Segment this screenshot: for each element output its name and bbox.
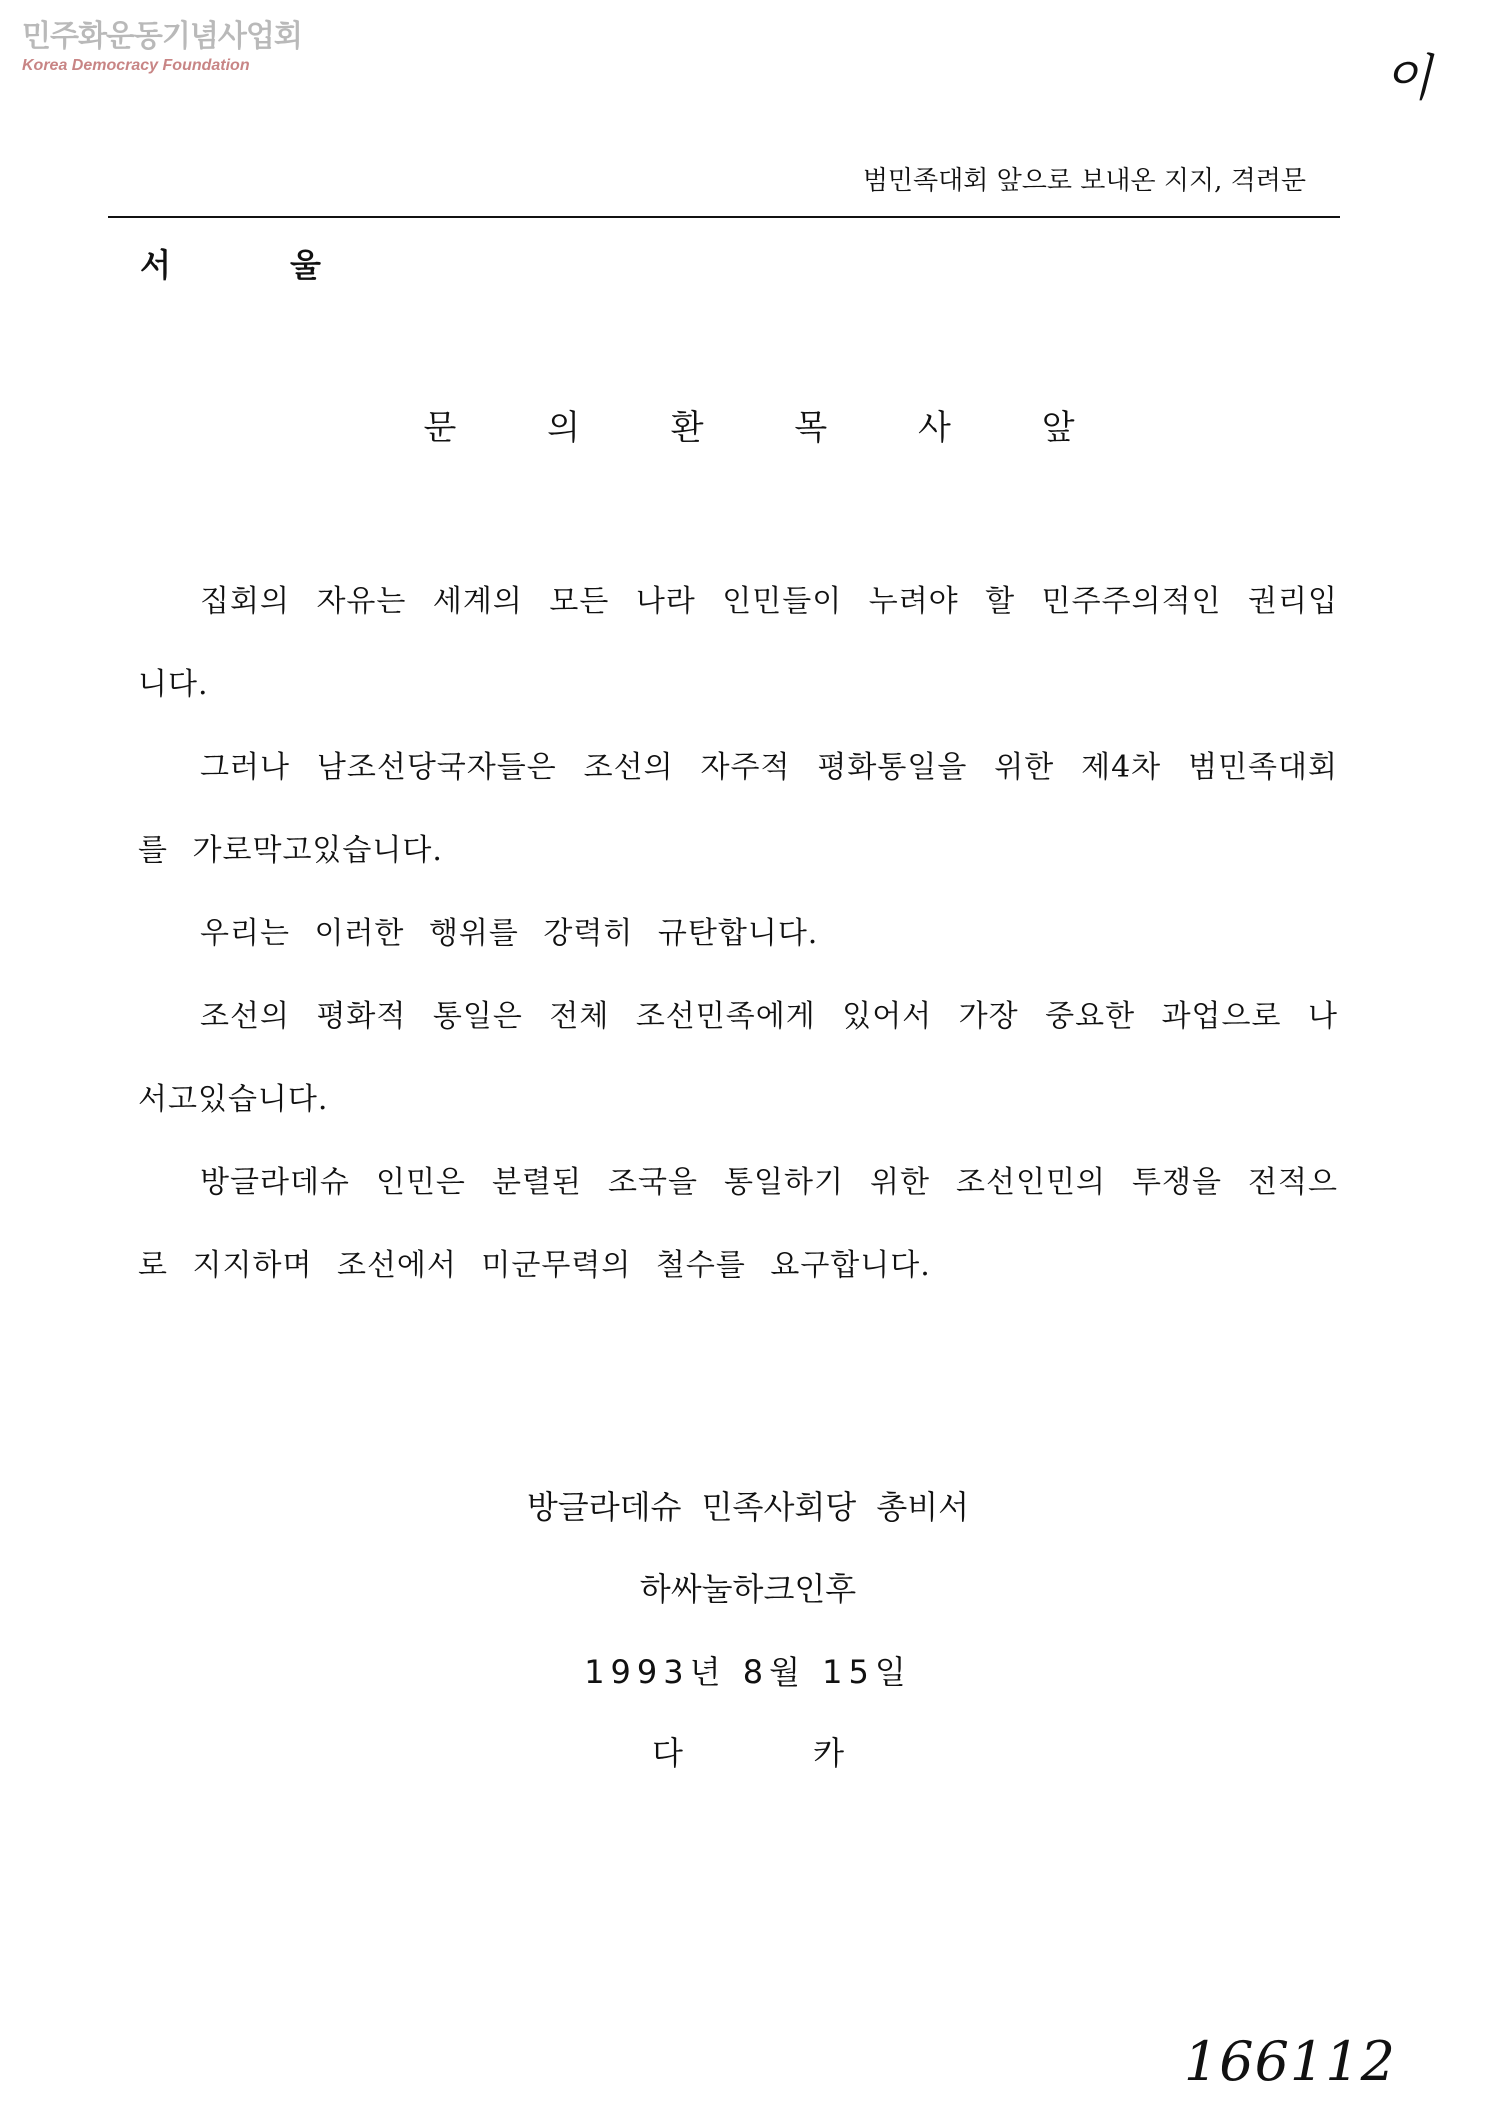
paragraph: 집회의 자유는 세계의 모든 나라 인민들이 누려야 할 민주주의적인 권리입니다. — [138, 584, 1338, 702]
watermark-english: Korea Democracy Foundation — [22, 57, 250, 74]
document-header: 범민족대회 앞으로 보내온 지지, 격려문 — [862, 166, 1306, 196]
watermark-logo — [22, 20, 302, 76]
letter-body — [138, 560, 1338, 1307]
paragraph: 우리는 이러한 행위를 강력히 규탄합니다. — [200, 916, 819, 951]
signature-name: 하싸눌하크인후 — [639, 1570, 857, 1608]
paragraph: 조선의 평화적 통일은 전체 조선민족에게 있어서 가장 중요한 과업으로 나서고있습니다. — [138, 999, 1338, 1117]
handwritten-corner-mark: 이 — [1383, 49, 1434, 107]
signature-city: 다 카 — [652, 1734, 844, 1772]
signature-organization: 방글라데슈 민족사회당 총비서 — [526, 1488, 970, 1526]
watermark-korean: 민주화운동기념사업회 — [22, 19, 302, 54]
location-label: 서 울 — [140, 246, 375, 284]
handwritten-document-number: 166112 — [1183, 2030, 1396, 2093]
paragraph: 그러나 남조선당국자들은 조선의 자주적 평화통일을 위한 제4차 범민족대회를 가로막고있습니다. — [138, 750, 1339, 868]
letter-title: 문 의 환 목 사 앞 — [423, 408, 1103, 448]
header-rule — [108, 216, 1340, 218]
signature-date: 1993년 8월 15일 — [584, 1653, 912, 1691]
paragraph: 방글라데슈 인민은 분렬된 조국을 통일하기 위한 조선인민의 투쟁을 전적으로 지지하며 조선에서 미군무력의 철수를 요구합니다. — [138, 1165, 1338, 1283]
